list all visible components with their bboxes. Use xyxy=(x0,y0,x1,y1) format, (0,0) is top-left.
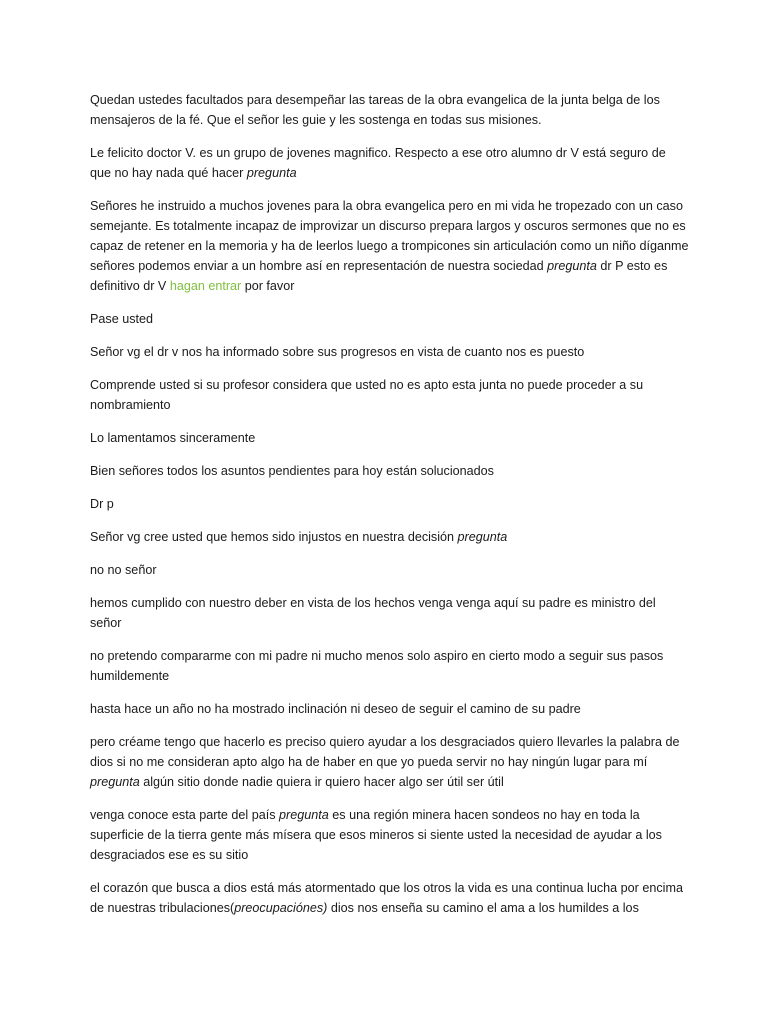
paragraph xyxy=(90,805,690,865)
paragraph xyxy=(90,593,690,633)
italic-text: preocupaciónes) xyxy=(234,901,328,915)
text-segment: por favor xyxy=(241,279,295,293)
italic-text: pregunta xyxy=(246,166,297,180)
text-segment: dios nos enseña su camino el ama a los humildes a los xyxy=(327,901,639,915)
paragraph xyxy=(90,646,690,686)
text-segment: Lo lamentamos sinceramente xyxy=(90,431,256,445)
italic-text: pregunta xyxy=(90,775,140,789)
text-segment: Pase usted xyxy=(90,312,154,326)
text-segment: no no señor xyxy=(90,563,157,577)
text-segment: Señor vg cree usted que hemos sido injustos en nuestra decisión xyxy=(90,530,458,544)
paragraph xyxy=(90,375,690,415)
text-segment: Dr p xyxy=(90,497,114,511)
text-segment: Señores he instruido a muchos jovenes para la obra evangelica pero en mi vida he tropezado con un caso semejante. Es totalmente incapaz de improvizar un discurso prepara largos y oscuros sermones que no es capaz de retener en la memoria y ha de leerlos luego a trompicones sin articulación como un niño díganme señores podemos enviar a un hombre así en representación de nuestra sociedad xyxy=(90,199,689,273)
paragraph xyxy=(90,527,690,547)
text-segment: hasta hace un año no ha mostrado inclinación ni deseo de seguir el camino de su padre xyxy=(90,702,581,716)
highlighted-text: hagan entrar xyxy=(169,279,242,293)
document-page xyxy=(90,90,690,931)
paragraph xyxy=(90,342,690,362)
text-segment: hemos cumplido con nuestro deber en vista de los hechos venga venga aquí su padre es ministro del señor xyxy=(90,596,656,630)
text-segment: pero créame tengo que hacerlo es preciso quiero ayudar a los desgraciados quiero llevarles la palabra de dios si no me consideran apto algo ha de haber en que yo pueda servir no hay ningún lugar para mí xyxy=(90,735,680,769)
italic-text: pregunta xyxy=(547,259,597,273)
italic-text: pregunta xyxy=(279,808,329,822)
text-segment: no pretendo compararme con mi padre ni mucho menos solo aspiro en cierto modo a seguir sus pasos humildemente xyxy=(90,649,664,683)
text-segment: Bien señores todos los asuntos pendientes para hoy están solucionados xyxy=(90,464,494,478)
paragraph xyxy=(90,428,690,448)
text-segment: venga conoce esta parte del país xyxy=(90,808,280,822)
text-segment: es una región minera hacen sondeos no hay en toda la superficie de la tierra gente más mísera que esos mineros si siente usted la necesidad de ayudar a los desgraciados ese es su sitio xyxy=(90,808,662,862)
text-segment: Señor vg el dr v nos ha informado sobre sus progresos en vista de cuanto nos es puesto xyxy=(90,345,585,359)
paragraph xyxy=(90,560,690,580)
paragraph xyxy=(90,699,690,719)
italic-text: pregunta xyxy=(457,530,508,544)
text-segment: Quedan ustedes facultados para desempeñar las tareas de la obra evangelica de la junta belga de los mensajeros de la fé. Que el señor les guie y les sostenga en todas sus misiones. xyxy=(90,93,660,127)
paragraph xyxy=(90,732,690,792)
text-segment: algún sitio donde nadie quiera ir quiero hacer algo ser útil ser útil xyxy=(139,775,504,789)
paragraph xyxy=(90,90,690,130)
text-segment: Comprende usted si su profesor considera que usted no es apto esta junta no puede proceder a su nombramiento xyxy=(90,378,644,412)
text-segment: dr P esto es definitivo dr V xyxy=(90,259,668,293)
paragraph xyxy=(90,878,690,918)
paragraph xyxy=(90,196,690,296)
paragraph xyxy=(90,461,690,481)
paragraph xyxy=(90,494,690,514)
text-segment: el corazón que busca a dios está más atormentado que los otros la vida es una continua lucha por encima de nuestras tribulaciones( xyxy=(90,881,683,915)
paragraph xyxy=(90,309,690,329)
paragraph xyxy=(90,143,690,183)
text-segment: Le felicito doctor V. es un grupo de jovenes magnifico. Respecto a ese otro alumno dr V está seguro de que no hay nada qué hacer xyxy=(90,146,666,180)
